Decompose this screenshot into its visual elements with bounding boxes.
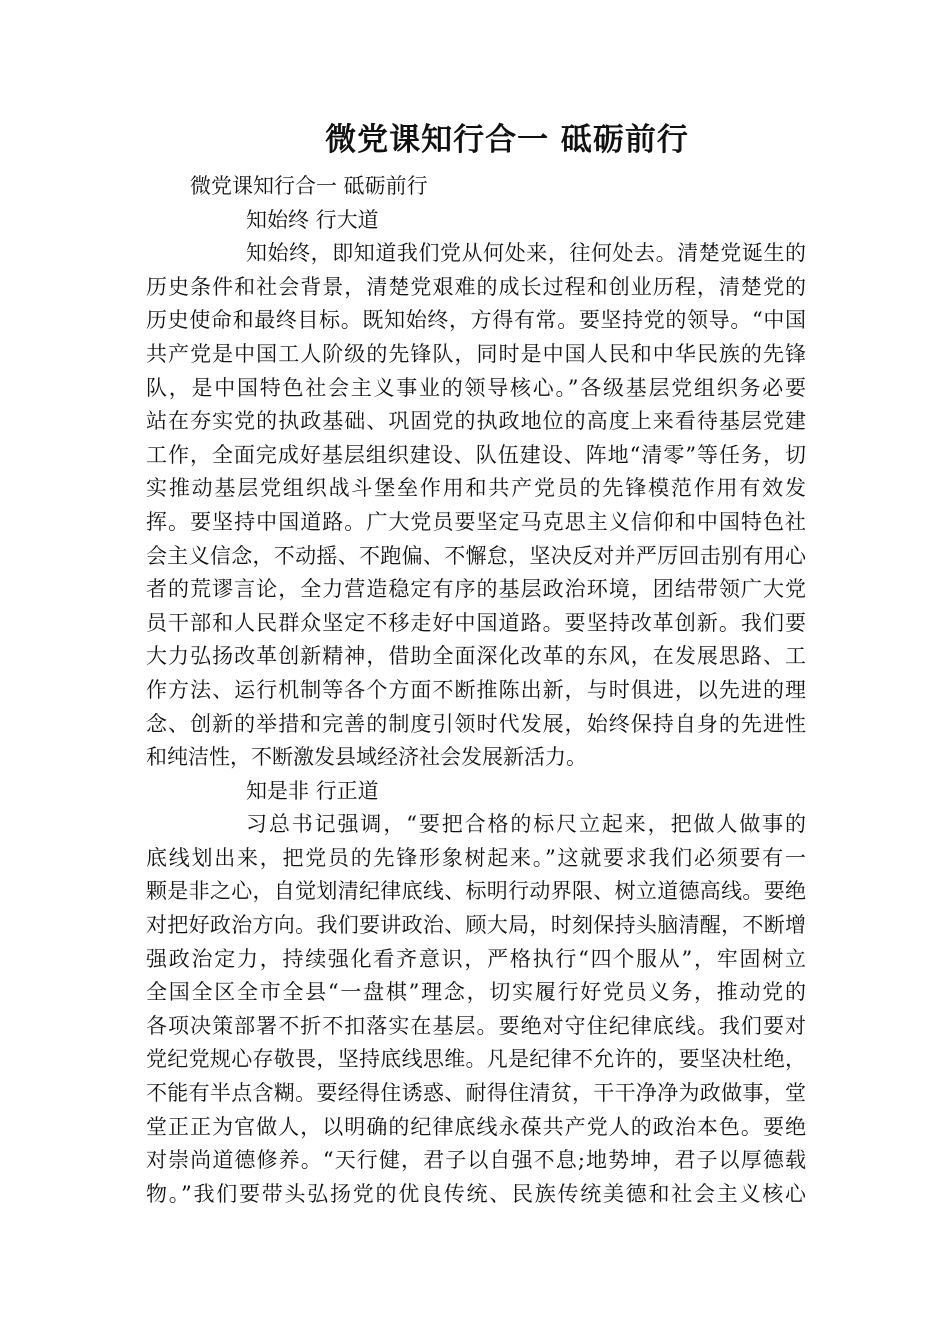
paragraph-line: 强政治定力，持续强化看齐意识，严格执行“四个服从”，牢固树立 bbox=[146, 946, 806, 971]
document-subtitle: 微党课知行合一 砥砺前行 bbox=[190, 174, 428, 198]
section-heading: 知是非 行正道 bbox=[246, 778, 379, 803]
document-title: 微党课知行合一 砥砺前行 bbox=[325, 122, 689, 158]
paragraph-line: 作方法、运行机制等各个方面不断推陈出新，与时俱进，以先进的理 bbox=[146, 677, 806, 702]
paragraph-line: 队，是中国特色社会主义事业的领导核心。”各级基层党组织务必要 bbox=[146, 375, 806, 400]
paragraph-line: 知始终，即知道我们党从何处来，往何处去。清楚党诞生的 bbox=[246, 241, 806, 266]
paragraph-line: 大力弘扬改革创新精神，借助全面深化改革的东风，在发展思路、工 bbox=[146, 644, 806, 669]
paragraph-line: 习总书记强调，“要把合格的标尺立起来，把做人做事的 bbox=[246, 812, 806, 837]
paragraph-line: 对把好政治方向。我们要讲政治、顾大局，时刻保持头脑清醒，不断增 bbox=[146, 913, 806, 938]
paragraph-line: 历史使命和最终目标。既知始终，方得有常。要坚持党的领导。“中国 bbox=[146, 308, 806, 333]
paragraph-line: 者的荒谬言论，全力营造稳定有序的基层政治环境，团结带领广大党 bbox=[146, 577, 806, 602]
paragraph-line: 底线划出来，把党员的先锋形象树起来。”这就要求我们必须要有一 bbox=[146, 845, 806, 870]
paragraph-line: 和纯洁性，不断激发县域经济社会发展新活力。 bbox=[146, 745, 587, 770]
paragraph-line: 全国全区全市全县“一盘棋”理念，切实履行好党员义务，推动党的 bbox=[146, 980, 806, 1005]
paragraph-line: 工作，全面完成好基层组织建设、队伍建设、阵地“清零”等任务，切 bbox=[146, 442, 806, 467]
section-heading: 知始终 行大道 bbox=[246, 207, 379, 232]
paragraph-line: 挥。要坚持中国道路。广大党员要坚定马克思主义信仰和中国特色社 bbox=[146, 509, 806, 534]
paragraph-line: 念、创新的举措和完善的制度引领时代发展，始终保持自身的先进性 bbox=[146, 711, 806, 736]
paragraph-line: 对崇尚道德修养。“天行健，君子以自强不息;地势坤，君子以厚德载 bbox=[146, 1148, 806, 1173]
paragraph-line: 历史条件和社会背景，清楚党艰难的成长过程和创业历程，清楚党的 bbox=[146, 274, 806, 299]
paragraph-line: 不能有半点含糊。要经得住诱惑、耐得住清贫，干干净净为政做事，堂 bbox=[146, 1081, 806, 1106]
paragraph-line: 实推动基层党组织战斗堡垒作用和共产党员的先锋模范作用有效发 bbox=[146, 476, 806, 501]
paragraph-line: 各项决策部署不折不扣落实在基层。要绝对守住纪律底线。我们要对 bbox=[146, 1013, 806, 1038]
paragraph-line: 物。”我们要带头弘扬党的优良传统、民族传统美德和社会主义核心 bbox=[146, 1181, 806, 1206]
paragraph-line: 共产党是中国工人阶级的先锋队，同时是中国人民和中华民族的先锋 bbox=[146, 341, 806, 366]
paragraph-line: 颗是非之心，自觉划清纪律底线、标明行动界限、树立道德高线。要绝 bbox=[146, 879, 806, 904]
document-body bbox=[146, 170, 806, 1211]
paragraph-line: 站在夯实党的执政基础、巩固党的执政地位的高度上来看待基层党建 bbox=[146, 409, 806, 434]
paragraph-line: 党纪党规心存敬畏，坚持底线思维。凡是纪律不允许的，要坚决杜绝， bbox=[146, 1047, 806, 1072]
paragraph-line: 员干部和人民群众坚定不移走好中国道路。要坚持改革创新。我们要 bbox=[146, 610, 806, 635]
paragraph-line: 堂正正为官做人，以明确的纪律底线永葆共产党人的政治本色。要绝 bbox=[146, 1114, 806, 1139]
paragraph-line: 会主义信念，不动摇、不跑偏、不懈怠，坚决反对并严厉回击别有用心 bbox=[146, 543, 806, 568]
